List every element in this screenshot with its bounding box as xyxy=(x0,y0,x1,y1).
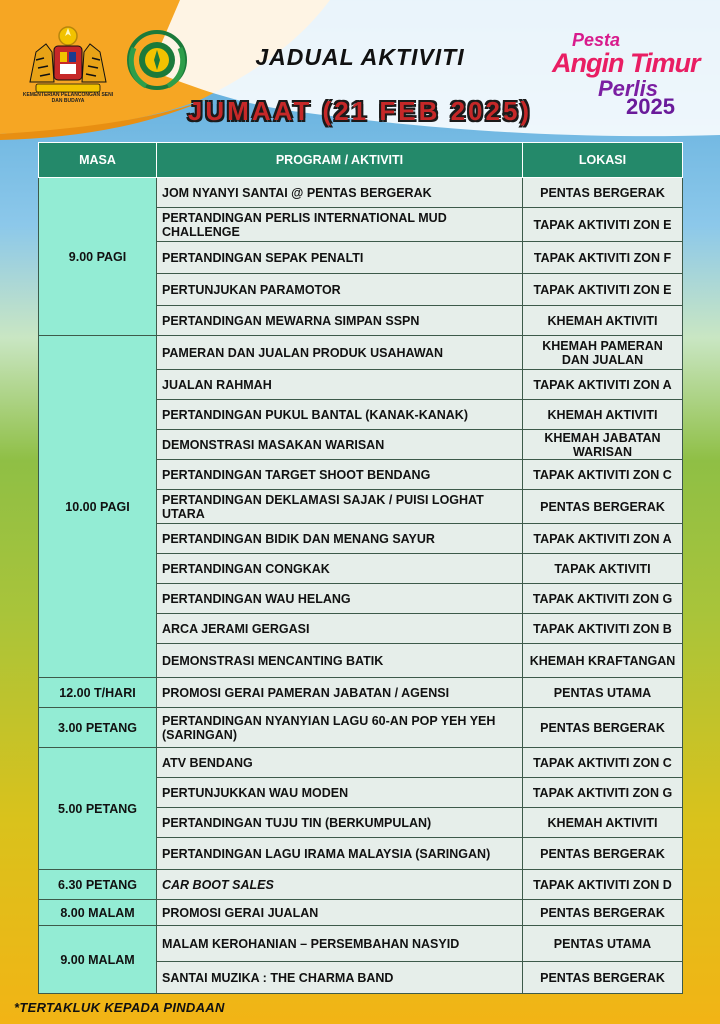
program-cell: PERTANDINGAN SEPAK PENALTI xyxy=(157,242,523,274)
location-cell: KHEMAH AKTIVITI xyxy=(523,808,683,838)
location-cell: PENTAS BERGERAK xyxy=(523,708,683,748)
festival-logo xyxy=(548,24,708,120)
location-cell: TAPAK AKTIVITI ZON E xyxy=(523,208,683,242)
location-cell: KHEMAH PAMERAN DAN JUALAN xyxy=(523,336,683,370)
table-row xyxy=(39,178,683,208)
table-row xyxy=(39,748,683,778)
table-row xyxy=(39,900,683,926)
festival-logo-line2: Angin Timur xyxy=(552,48,700,78)
location-cell: TAPAK AKTIVITI ZON C xyxy=(523,748,683,778)
schedule-table xyxy=(38,142,683,994)
program-cell: PROMOSI GERAI PAMERAN JABATAN / AGENSI xyxy=(157,678,523,708)
location-cell: KHEMAH JABATAN WARISAN xyxy=(523,430,683,460)
time-cell: 6.30 PETANG xyxy=(39,870,157,900)
program-cell: PERTANDINGAN BIDIK DAN MENANG SAYUR xyxy=(157,524,523,554)
program-cell: PERTANDINGAN CONGKAK xyxy=(157,554,523,584)
page-title: JADUAL AKTIVITI xyxy=(255,44,465,70)
location-cell: PENTAS UTAMA xyxy=(523,926,683,962)
time-cell: 8.00 MALAM xyxy=(39,900,157,926)
program-cell: DEMONSTRASI MENCANTING BATIK xyxy=(157,644,523,678)
program-cell: CAR BOOT SALES xyxy=(157,870,523,900)
location-cell: PENTAS UTAMA xyxy=(523,678,683,708)
location-cell: TAPAK AKTIVITI ZON A xyxy=(523,524,683,554)
festival-logo-line1: Pesta xyxy=(572,30,621,50)
table-row xyxy=(39,678,683,708)
program-cell: PERTANDINGAN PUKUL BANTAL (KANAK-KANAK) xyxy=(157,400,523,430)
program-cell: PERTANDINGAN NYANYIAN LAGU 60-AN POP YEH YEH (SARINGAN) xyxy=(157,708,523,748)
location-cell: PENTAS BERGERAK xyxy=(523,962,683,994)
column-header-masa: MASA xyxy=(39,143,157,178)
location-cell: PENTAS BERGERAK xyxy=(523,900,683,926)
table-row xyxy=(39,926,683,962)
program-cell: SANTAI MUZIKA : THE CHARMA BAND xyxy=(157,962,523,994)
location-cell: TAPAK AKTIVITI ZON B xyxy=(523,614,683,644)
table-header-row xyxy=(39,143,683,178)
program-cell: PERTANDINGAN MEWARNA SIMPAN SSPN xyxy=(157,306,523,336)
location-cell: TAPAK AKTIVITI ZON G xyxy=(523,778,683,808)
program-cell: PERTANDINGAN PERLIS INTERNATIONAL MUD CHALLENGE xyxy=(157,208,523,242)
program-cell: PERTANDINGAN DEKLAMASI SAJAK / PUISI LOGHAT UTARA xyxy=(157,490,523,524)
time-cell: 10.00 PAGI xyxy=(39,336,157,678)
program-cell: PERTANDINGAN LAGU IRAMA MALAYSIA (SARINGAN) xyxy=(157,838,523,870)
program-cell: PROMOSI GERAI JUALAN xyxy=(157,900,523,926)
location-cell: TAPAK AKTIVITI ZON A xyxy=(523,370,683,400)
program-cell: DEMONSTRASI MASAKAN WARISAN xyxy=(157,430,523,460)
festival-logo-year: 2025 xyxy=(626,94,675,119)
location-cell: PENTAS BERGERAK xyxy=(523,490,683,524)
location-cell: TAPAK AKTIVITI ZON G xyxy=(523,584,683,614)
amendment-note: *TERTAKLUK KEPADA PINDAAN xyxy=(14,1000,225,1015)
table-row xyxy=(39,336,683,370)
program-cell: PERTANDINGAN WAU HELANG xyxy=(157,584,523,614)
program-cell: MALAM KEROHANIAN – PERSEMBAHAN NASYID xyxy=(157,926,523,962)
program-cell: ATV BENDANG xyxy=(157,748,523,778)
program-cell: PERTUNJUKAN PARAMOTOR xyxy=(157,274,523,306)
program-cell: JUALAN RAHMAH xyxy=(157,370,523,400)
program-cell: ARCA JERAMI GERGASI xyxy=(157,614,523,644)
location-cell: TAPAK AKTIVITI ZON C xyxy=(523,460,683,490)
time-cell: 3.00 PETANG xyxy=(39,708,157,748)
festival-logo-line3: Perlis xyxy=(598,76,658,101)
location-cell: KHEMAH AKTIVITI xyxy=(523,400,683,430)
column-header-lokasi: LOKASI xyxy=(523,143,683,178)
location-cell: TAPAK AKTIVITI ZON F xyxy=(523,242,683,274)
time-cell: 5.00 PETANG xyxy=(39,748,157,870)
location-cell: KHEMAH KRAFTANGAN xyxy=(523,644,683,678)
program-cell: JOM NYANYI SANTAI @ PENTAS BERGERAK xyxy=(157,178,523,208)
location-cell: TAPAK AKTIVITI xyxy=(523,554,683,584)
schedule-body xyxy=(39,178,683,994)
location-cell: TAPAK AKTIVITI ZON D xyxy=(523,870,683,900)
program-cell: PERTANDINGAN TUJU TIN (BERKUMPULAN) xyxy=(157,808,523,838)
column-header-program: PROGRAM / AKTIVITI xyxy=(157,143,523,178)
time-cell: 9.00 PAGI xyxy=(39,178,157,336)
ministry-name: KEMENTERIAN PELANCONGAN SENI DAN BUDAYA xyxy=(22,92,114,104)
program-cell: PERTUNJUKKAN WAU MODEN xyxy=(157,778,523,808)
time-cell: 9.00 MALAM xyxy=(39,926,157,994)
location-cell: PENTAS BERGERAK xyxy=(523,838,683,870)
program-cell: PAMERAN DAN JUALAN PRODUK USAHAWAN xyxy=(157,336,523,370)
table-row xyxy=(39,708,683,748)
time-cell: 12.00 T/HARI xyxy=(39,678,157,708)
location-cell: TAPAK AKTIVITI ZON E xyxy=(523,274,683,306)
program-cell: PERTANDINGAN TARGET SHOOT BENDANG xyxy=(157,460,523,490)
table-row xyxy=(39,870,683,900)
location-cell: PENTAS BERGERAK xyxy=(523,178,683,208)
schedule-date: JUMAAT (21 FEB 2025) xyxy=(187,96,533,126)
location-cell: KHEMAH AKTIVITI xyxy=(523,306,683,336)
